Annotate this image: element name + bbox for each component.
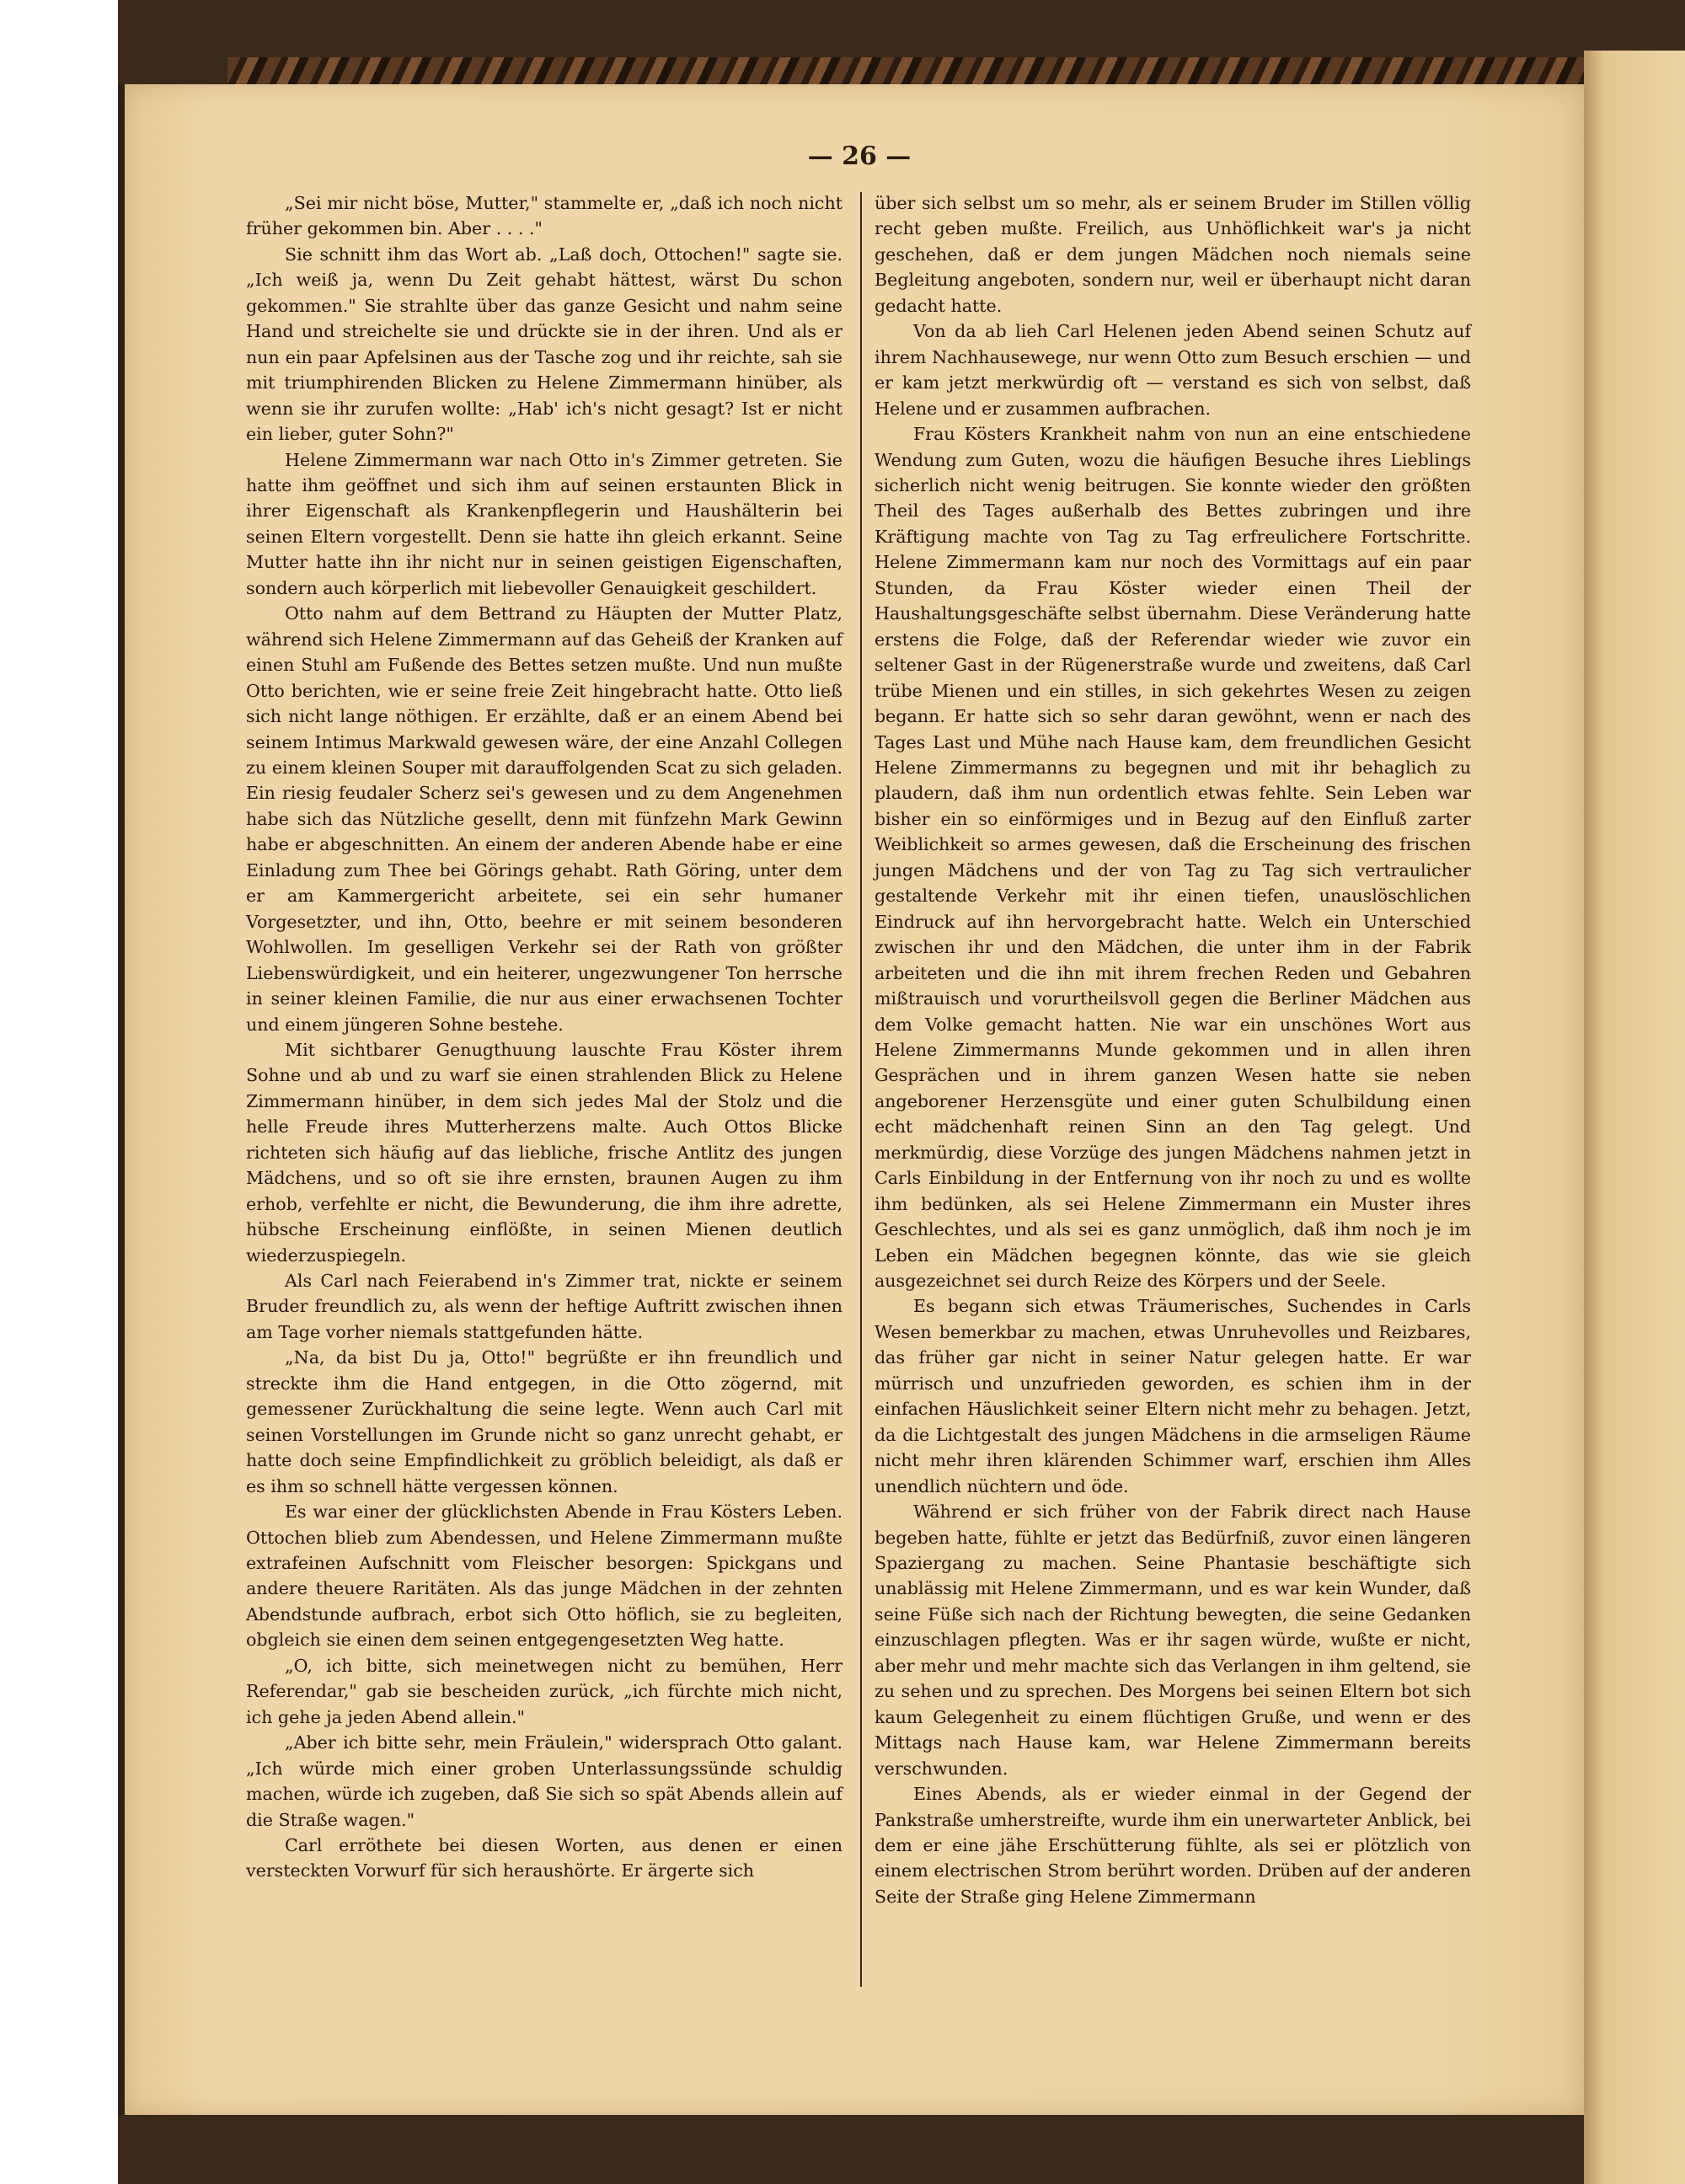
adjacent-page-edge	[1584, 51, 1685, 2184]
paragraph: Von da ab lieh Carl Helenen jeden Abend seinen Schutz auf ihrem Nachhausewege, nur wenn Otto zum Besuch erschien — und er kam jetzt merkwürdig oft — verstand es sich von selbst, daß Helene und er zusammen aufbrachen.	[875, 321, 1471, 419]
text-column-right	[875, 190, 1471, 1909]
paragraph: „Na, da bist Du ja, Otto!" begrüßte er ihn freundlich und streckte ihm die Hand entgegen, in die Otto zögernd, mit gemessener Zurückhaltung die seine legte. Wenn auch Carl mit seinen Vorstellungen im Grunde nicht so ganz unrecht gehabt, er hatte doch seine Empfindlichkeit zu gröblich beleidigt, als daß er es ihm so schnell hätte vergessen können.	[246, 1347, 842, 1496]
paragraph: Carl erröthete bei diesen Worten, aus denen er einen versteckten Vorwurf für sich heraushörte. Er ärgerte sich	[246, 1835, 842, 1882]
paragraph: Frau Kösters Krankheit nahm von nun an eine entschiedene Wendung zum Guten, wozu die häufigen Besuche ihres Lieblings sicherlich nicht wenig beitrugen. Sie konnte wieder den größten Theil des Tages außerhalb des Bettes zubringen und ihre Kräftigung machte von Tag zu Tag erfreulichere Fortschritte. Helene Zimmermann kam nur noch des Vormittags auf ein paar Stunden, da Frau Köster wieder einen Theil der Haushaltungsgeschäfte selbst übernahm. Diese Veränderung hatte erstens die Folge, daß der Referendar wieder wie zuvor ein seltener Gast in der Rügenerstraße wurde und zweitens, daß Carl trübe Mienen und ein stilles, in sich gekehrtes Wesen zu zeigen begann. Er hatte sich so sehr daran gewöhnt, wenn er nach des Tages Last und Mühe nach Hause kam, dem freundlichen Gesicht Helene Zimmermanns zu begegnen und mit ihr behaglich zu plaudern, daß ihm nun ordentlich etwas fehlte. Sein Leben war bisher ein so einförmiges und in Bezug auf den Einfluß zarter Weiblichkeit so armes gewesen, daß die Erscheinung des frischen jungen Mädchens und der von Tag zu Tag sich vertraulicher gestaltende Verkehr mit ihr einen tiefen, unauslöschlichen Eindruck auf ihn hervorgebracht hatte. Welch ein Unterschied zwischen ihr und den Mädchen, die unter ihm in der Fabrik arbeiteten und die ihn mit ihrem frechen Reden und Gebahren mißtrauisch und vorurtheilsvoll gegen die Berliner Mädchen aus dem Volke gemacht hatten. Nie war ein unschönes Wort aus Helene Zimmermanns Munde gekommen und in allen ihren Gesprächen und in ihrem ganzen Wesen hatte sie neben angeborener Herzensgüte und einer guten Schulbildung einen echt mädchenhaft reinen Sinn an den Tag gelegt. Und merkmürdig, diese Vorzüge des jungen Mädchens nahmen jetzt in Carls Einbildung in der Entfernung von ihr noch zu und es wollte ihm bedünken, als sei Helene Zimmermann ein Muster ihres Geschlechtes, und als sei es ganz unmöglich, daß ihm noch je im Leben ein Mädchen begegnen könnte, das wie sie gleich ausgezeichnet sei durch Reize des Körpers und der Seele.	[875, 424, 1471, 1292]
page-left-edge	[118, 84, 125, 2115]
paragraph: Otto nahm auf dem Bettrand zu Häupten der Mutter Platz, während sich Helene Zimmermann auf das Geheiß der Kranken auf einen Stuhl am Fußende des Bettes setzen mußte. Und nun mußte Otto berichten, wie er seine freie Zeit hingebracht hatte. Otto ließ sich nicht lange nöthigen. Er erzählte, daß er an einem Abend bei seinem Intimus Markwald gewesen wäre, der eine Anzahl Collegen zu einem kleinen Souper mit darauffolgenden Scat zu sich geladen. Ein riesig feudaler Scherz sei's gewesen und zu dem Angenehmen habe sich das Nützliche gesellt, denn mit fünfzehn Mark Gewinn habe er abgeschnitten. An einem der anderen Abende habe er eine Einladung zum Thee bei Görings gehabt. Rath Göring, unter dem er am Kammergericht arbeitete, sei ein sehr humaner Vorgesetzter, und ihn, Otto, beehre er mit seinem besonderen Wohlwollen. Im geselligen Verkehr sei der Rath von größter Liebenswürdigkeit, und ein heiterer, ungezwungener Ton herrsche in seiner kleinen Familie, die nur aus einer erwachsenen Tochter und einem jüngeren Sohne bestehe.	[246, 603, 842, 1035]
paragraph: über sich selbst um so mehr, als er seinem Bruder im Stillen völlig recht geben mußte. Freilich, aus Unhöflichkeit war's ja nicht geschehen, daß er dem jungen Mädchen noch niemals seine Begleitung angeboten, sondern nur, weil er überhaupt nicht daran gedacht hatte.	[875, 193, 1471, 316]
paragraph: Eines Abends, als er wieder einmal in der Gegend der Pankstraße umherstreifte, wurde ihm ein unerwarteter Anblick, bei dem er eine jähe Erschütterung fühlte, als sei er plötzlich von einem electrischen Strom berührt worden. Drüben auf der anderen Seite der Straße ging Helene Zimmermann	[875, 1784, 1471, 1907]
paragraph: Es war einer der glücklichsten Abende in Frau Kösters Leben. Ottochen blieb zum Abendessen, und Helene Zimmermann mußte extrafeinen Aufschnitt vom Fleischer besorgen: Spickgans und andere theuere Raritäten. Als das junge Mädchen in der zehnten Abendstunde aufbrach, erbot sich Otto höflich, sie zu begleiten, obgleich sie einen dem seinen entgegengesetzten Weg hatte.	[246, 1502, 842, 1651]
paragraph: „O, ich bitte, sich meinetwegen nicht zu bemühen, Herr Referendar," gab sie bescheiden zurück, „ich fürchte mich nicht, ich gehe ja jeden Abend allein."	[246, 1655, 842, 1727]
column-divider	[860, 192, 862, 1987]
paragraph: Es begann sich etwas Träumerisches, Suchendes in Carls Wesen bemerkbar zu machen, etwas Unruhevolles und Reizbares, das früher gar nicht in seiner Natur gelegen hatte. Er war mürrisch und unzufrieden geworden, es schien ihm in der einfachen Häuslichkeit seiner Eltern nicht mehr zu behagen. Jetzt, da die Lichtgestalt des jungen Mädchens in die armseligen Räume nicht mehr ihren klärenden Schimmer warf, erschien ihm Alles unendlich nüchtern und öde.	[875, 1296, 1471, 1496]
paragraph: „Aber ich bitte sehr, mein Fräulein," widersprach Otto galant. „Ich würde mich einer groben Unterlassungssünde schuldig machen, würde ich zugeben, daß Sie sich so spät Abends allein auf die Straße wagen."	[246, 1732, 842, 1830]
paragraph: Helene Zimmermann war nach Otto in's Zimmer getreten. Sie hatte ihm geöffnet und sich ihm auf seinen erstaunten Blick in ihrer Eigenschaft als Krankenpflegerin und Haushälterin bei seinen Eltern vorgestellt. Denn sie hatte ihn gleich erkannt. Seine Mutter hatte ihn ihr nicht nur in seinen geistigen Eigenschaften, sondern auch körperlich mit liebevoller Genauigkeit geschildert.	[246, 449, 842, 598]
paragraph: Als Carl nach Feierabend in's Zimmer trat, nickte er seinem Bruder freundlich zu, als wenn der heftige Auftritt zwischen ihnen am Tage vorher niemals stattgefunden hätte.	[246, 1271, 842, 1342]
paragraph: „Sei mir nicht böse, Mutter," stammelte er, „daß ich noch nicht früher gekommen bin. Aber . . . ."	[246, 193, 842, 239]
paragraph: Während er sich früher von der Fabrik direct nach Hause begeben hatte, fühlte er jetzt das Bedürfniß, zuvor einen längeren Spaziergang zu machen. Seine Phantasie beschäftigte sich unablässig mit Helene Zimmermann, und es war kein Wunder, daß seine Füße sich nach der Richtung bewegten, die seine Gedanken einzuschlagen pflegten. Was er ihr sagen würde, wußte er nicht, aber mehr und mehr machte sich das Verlangen in ihm geltend, sie zu sehen und zu sprechen. Des Morgens bei seinen Eltern bot sich kaum Gelegenheit zu einem flüchtigen Gruße, und wenn er des Mittags nach Hause kam, war Helene Zimmermann bereits verschwunden.	[875, 1502, 1471, 1779]
marbled-binding-edge	[227, 57, 1685, 88]
page-number: — 26 —	[807, 142, 912, 171]
text-column-left	[246, 190, 842, 1884]
paragraph: Sie schnitt ihm das Wort ab. „Laß doch, Ottochen!" sagte sie. „Ich weiß ja, wenn Du Zeit gehabt hättest, wärst Du schon gekommen." Sie strahlte über das ganze Gesicht und nahm seine Hand und streichelte sie und drückte sie in der ihren. Und als er nun ein paar Apfelsinen aus der Tasche zog und ihr reichte, sah sie mit triumphirenden Blicken zu Helene Zimmermann hinüber, als wenn sie ihr zurufen wollte: „Hab' ich's nicht gesagt? Ist er nicht ein lieber, guter Sohn?"	[246, 244, 842, 445]
scan-background-left	[0, 0, 118, 2184]
paragraph: Mit sichtbarer Genugthuung lauschte Frau Köster ihrem Sohne und ab und zu warf sie einen strahlenden Blick zu Helene Zimmermann hinüber, in dem sich jedes Mal der Stolz und die helle Freude ihres Mutterherzens malte. Auch Ottos Blicke richteten sich häufig auf das liebliche, frische Antlitz des jungen Mädchens, und so oft sie ihre ernsten, braunen Augen zu ihm erhob, verfehlte er nicht, die Bewunderung, die ihm ihre adrette, hübsche Erscheinung einflößte, in seinen Mienen deutlich wiederzuspiegeln.	[246, 1039, 842, 1266]
